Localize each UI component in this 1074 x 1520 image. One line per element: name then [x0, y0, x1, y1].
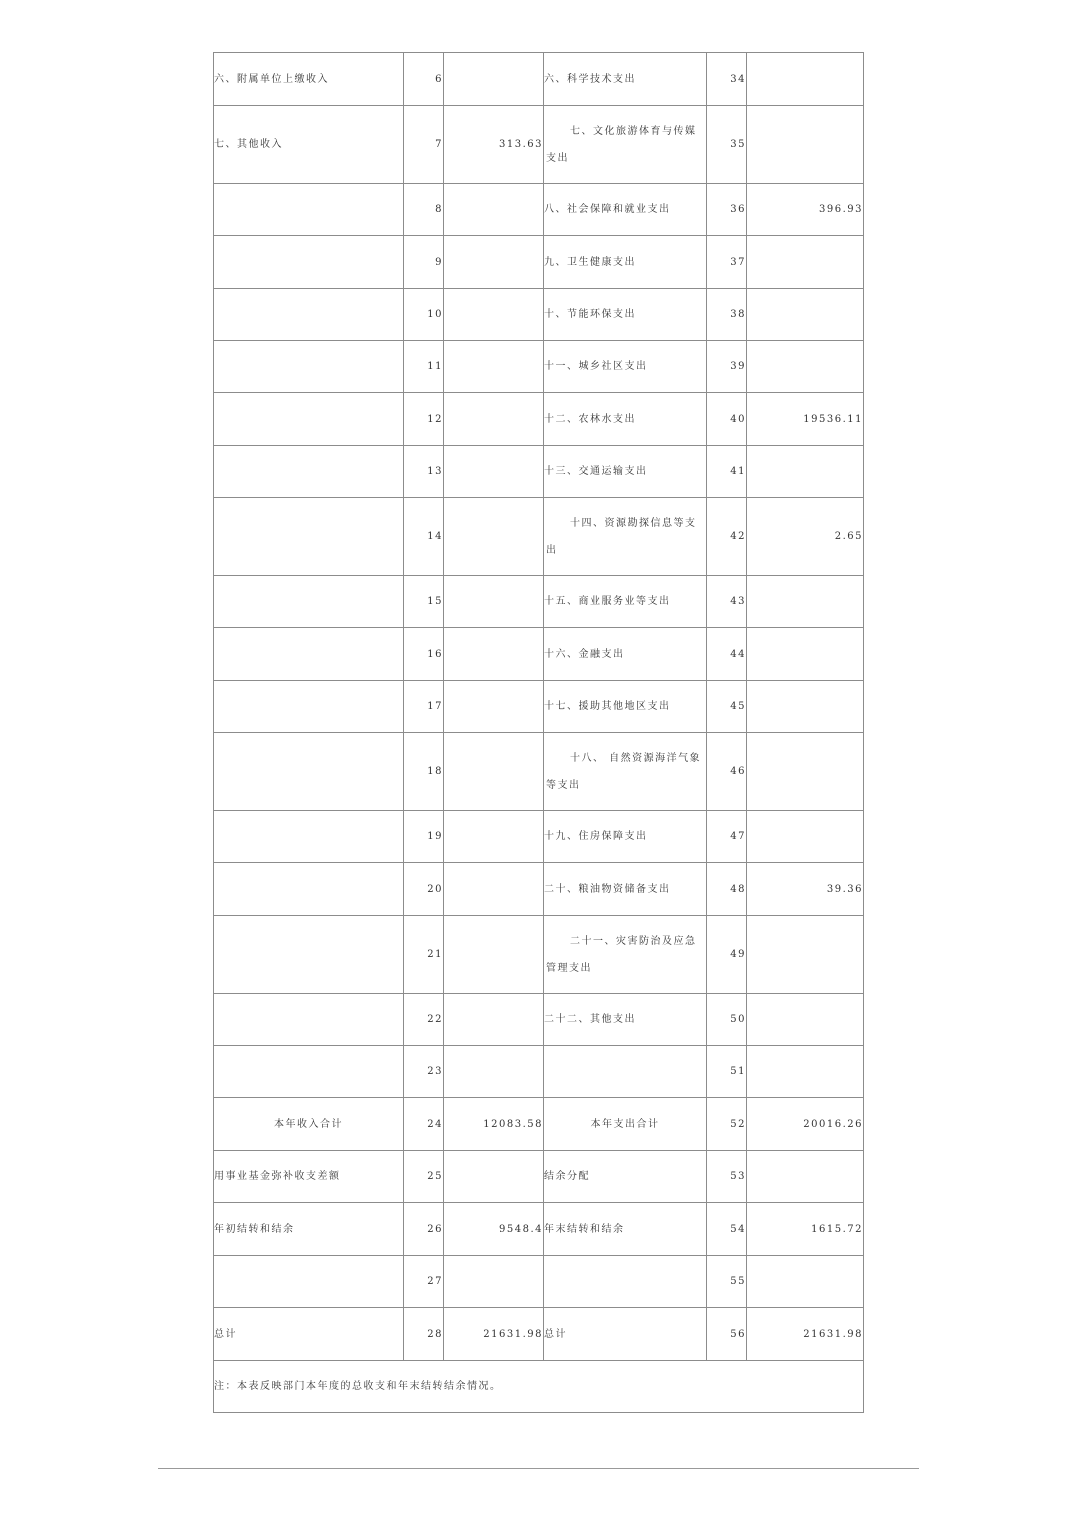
expenditure-row-number: 53 — [707, 1151, 747, 1203]
income-row-number: 10 — [404, 289, 444, 341]
note-row — [214, 1361, 864, 1413]
expenditure-amount — [747, 1256, 864, 1308]
income-item-label — [214, 576, 404, 628]
income-amount — [444, 236, 544, 289]
income-row-number: 13 — [404, 446, 444, 498]
expenditure-row-number: 36 — [707, 184, 747, 236]
expenditure-item-label: 十三、交通运输支出 — [544, 446, 707, 498]
income-item-label — [214, 916, 404, 994]
income-row-number: 16 — [404, 628, 444, 681]
income-row-number: 7 — [404, 106, 444, 184]
expenditure-amount — [747, 236, 864, 289]
expenditure-item-label: 九、卫生健康支出 — [544, 236, 707, 289]
income-amount — [444, 916, 544, 994]
expenditure-amount — [747, 1151, 864, 1203]
income-item-label — [214, 289, 404, 341]
income-item-label: 年初结转和结余 — [214, 1203, 404, 1256]
income-row-number: 21 — [404, 916, 444, 994]
income-amount — [444, 994, 544, 1046]
expenditure-amount — [747, 446, 864, 498]
income-amount: 12083.58 — [444, 1098, 544, 1151]
income-item-label: 七、其他收入 — [214, 106, 404, 184]
income-amount — [444, 628, 544, 681]
expenditure-item-label: 十一、城乡社区支出 — [544, 341, 707, 393]
expenditure-amount — [747, 106, 864, 184]
income-row-number: 22 — [404, 994, 444, 1046]
table-row — [214, 53, 864, 106]
expenditure-item-label: 十四、资源勘探信息等支出 — [544, 498, 707, 576]
expenditure-amount: 2.65 — [747, 498, 864, 576]
expenditure-row-number: 49 — [707, 916, 747, 994]
table-row — [214, 1151, 864, 1203]
expenditure-item-label: 结余分配 — [544, 1151, 707, 1203]
expenditure-row-number: 55 — [707, 1256, 747, 1308]
expenditure-amount — [747, 53, 864, 106]
table-row — [214, 681, 864, 733]
expenditure-item-label: 十、节能环保支出 — [544, 289, 707, 341]
expenditure-amount: 396.93 — [747, 184, 864, 236]
expenditure-row-number: 45 — [707, 681, 747, 733]
footer-divider — [158, 1468, 919, 1469]
expenditure-amount — [747, 576, 864, 628]
table-row — [214, 576, 864, 628]
expenditure-row-number: 34 — [707, 53, 747, 106]
income-item-label — [214, 446, 404, 498]
income-expenditure-table — [213, 52, 864, 1413]
income-amount — [444, 681, 544, 733]
expenditure-amount: 39.36 — [747, 863, 864, 916]
income-item-label — [214, 994, 404, 1046]
expenditure-row-number: 54 — [707, 1203, 747, 1256]
income-row-number: 15 — [404, 576, 444, 628]
income-amount — [444, 53, 544, 106]
expenditure-item-label: 六、科学技术支出 — [544, 53, 707, 106]
table-note: 注：本表反映部门本年度的总收支和年末结转结余情况。 — [214, 1361, 864, 1413]
income-amount — [444, 341, 544, 393]
income-amount — [444, 1151, 544, 1203]
income-amount — [444, 811, 544, 863]
table-row — [214, 289, 864, 341]
table-row — [214, 628, 864, 681]
expenditure-row-number: 48 — [707, 863, 747, 916]
income-row-number: 6 — [404, 53, 444, 106]
table-row — [214, 994, 864, 1046]
table-row — [214, 863, 864, 916]
income-item-label: 用事业基金弥补收支差额 — [214, 1151, 404, 1203]
income-row-number: 17 — [404, 681, 444, 733]
expenditure-amount — [747, 994, 864, 1046]
table-row — [214, 1098, 864, 1151]
expenditure-amount — [747, 916, 864, 994]
income-row-number: 19 — [404, 811, 444, 863]
income-amount — [444, 184, 544, 236]
expenditure-amount — [747, 733, 864, 811]
expenditure-amount — [747, 811, 864, 863]
income-row-number: 23 — [404, 1046, 444, 1098]
table-row — [214, 1256, 864, 1308]
income-item-label: 六、附属单位上缴收入 — [214, 53, 404, 106]
table-row — [214, 341, 864, 393]
expenditure-amount: 21631.98 — [747, 1308, 864, 1361]
expenditure-item-label: 十二、农林水支出 — [544, 393, 707, 446]
expenditure-item-label: 总计 — [544, 1308, 707, 1361]
income-row-number: 28 — [404, 1308, 444, 1361]
expenditure-row-number: 40 — [707, 393, 747, 446]
income-item-label — [214, 811, 404, 863]
income-amount: 21631.98 — [444, 1308, 544, 1361]
income-row-number: 26 — [404, 1203, 444, 1256]
income-item-label — [214, 863, 404, 916]
income-row-number: 24 — [404, 1098, 444, 1151]
table-row — [214, 236, 864, 289]
income-amount: 313.63 — [444, 106, 544, 184]
income-item-label — [214, 1046, 404, 1098]
income-row-number: 25 — [404, 1151, 444, 1203]
expenditure-item-label: 本年支出合计 — [544, 1098, 707, 1151]
income-amount — [444, 393, 544, 446]
expenditure-row-number: 51 — [707, 1046, 747, 1098]
expenditure-amount: 1615.72 — [747, 1203, 864, 1256]
income-amount — [444, 1046, 544, 1098]
expenditure-item-label: 二十二、其他支出 — [544, 994, 707, 1046]
income-item-label — [214, 1256, 404, 1308]
income-row-number: 27 — [404, 1256, 444, 1308]
income-row-number: 9 — [404, 236, 444, 289]
table-row — [214, 733, 864, 811]
income-amount — [444, 576, 544, 628]
table-row — [214, 184, 864, 236]
expenditure-item-label: 十六、金融支出 — [544, 628, 707, 681]
income-amount — [444, 1256, 544, 1308]
table-row — [214, 498, 864, 576]
expenditure-item-label: 七、文化旅游体育与传媒支出 — [544, 106, 707, 184]
income-item-label — [214, 733, 404, 811]
expenditure-amount: 20016.26 — [747, 1098, 864, 1151]
table-row — [214, 393, 864, 446]
expenditure-amount — [747, 1046, 864, 1098]
income-amount — [444, 289, 544, 341]
income-item-label — [214, 236, 404, 289]
expenditure-row-number: 50 — [707, 994, 747, 1046]
expenditure-amount — [747, 341, 864, 393]
expenditure-item-label — [544, 1046, 707, 1098]
income-row-number: 11 — [404, 341, 444, 393]
table-row — [214, 916, 864, 994]
expenditure-item-label: 十七、援助其他地区支出 — [544, 681, 707, 733]
expenditure-item-label: 二十、粮油物资储备支出 — [544, 863, 707, 916]
income-amount — [444, 863, 544, 916]
income-row-number: 18 — [404, 733, 444, 811]
table-row — [214, 446, 864, 498]
table-row — [214, 1046, 864, 1098]
income-amount — [444, 446, 544, 498]
expenditure-row-number: 46 — [707, 733, 747, 811]
table-row — [214, 1308, 864, 1361]
expenditure-item-label: 八、社会保障和就业支出 — [544, 184, 707, 236]
income-item-label: 本年收入合计 — [214, 1098, 404, 1151]
expenditure-item-label: 十八、 自然资源海洋气象等支出 — [544, 733, 707, 811]
expenditure-row-number: 47 — [707, 811, 747, 863]
expenditure-row-number: 35 — [707, 106, 747, 184]
expenditure-item-label — [544, 1256, 707, 1308]
income-row-number: 12 — [404, 393, 444, 446]
table-row — [214, 811, 864, 863]
expenditure-row-number: 37 — [707, 236, 747, 289]
expenditure-row-number: 44 — [707, 628, 747, 681]
expenditure-amount — [747, 289, 864, 341]
expenditure-row-number: 56 — [707, 1308, 747, 1361]
income-item-label — [214, 681, 404, 733]
expenditure-amount — [747, 681, 864, 733]
expenditure-row-number: 41 — [707, 446, 747, 498]
expenditure-item-label: 十五、商业服务业等支出 — [544, 576, 707, 628]
income-item-label — [214, 498, 404, 576]
expenditure-row-number: 38 — [707, 289, 747, 341]
income-item-label — [214, 628, 404, 681]
table-row — [214, 106, 864, 184]
income-item-label: 总计 — [214, 1308, 404, 1361]
expenditure-row-number: 39 — [707, 341, 747, 393]
income-amount — [444, 498, 544, 576]
income-row-number: 8 — [404, 184, 444, 236]
income-row-number: 14 — [404, 498, 444, 576]
expenditure-amount: 19536.11 — [747, 393, 864, 446]
income-item-label — [214, 341, 404, 393]
expenditure-amount — [747, 628, 864, 681]
income-row-number: 20 — [404, 863, 444, 916]
expenditure-row-number: 52 — [707, 1098, 747, 1151]
expenditure-item-label: 十九、住房保障支出 — [544, 811, 707, 863]
income-amount — [444, 733, 544, 811]
expenditure-item-label: 年末结转和结余 — [544, 1203, 707, 1256]
expenditure-item-label: 二十一、灾害防治及应急管理支出 — [544, 916, 707, 994]
income-amount: 9548.4 — [444, 1203, 544, 1256]
income-item-label — [214, 184, 404, 236]
income-item-label — [214, 393, 404, 446]
expenditure-row-number: 42 — [707, 498, 747, 576]
expenditure-row-number: 43 — [707, 576, 747, 628]
table-row — [214, 1203, 864, 1256]
